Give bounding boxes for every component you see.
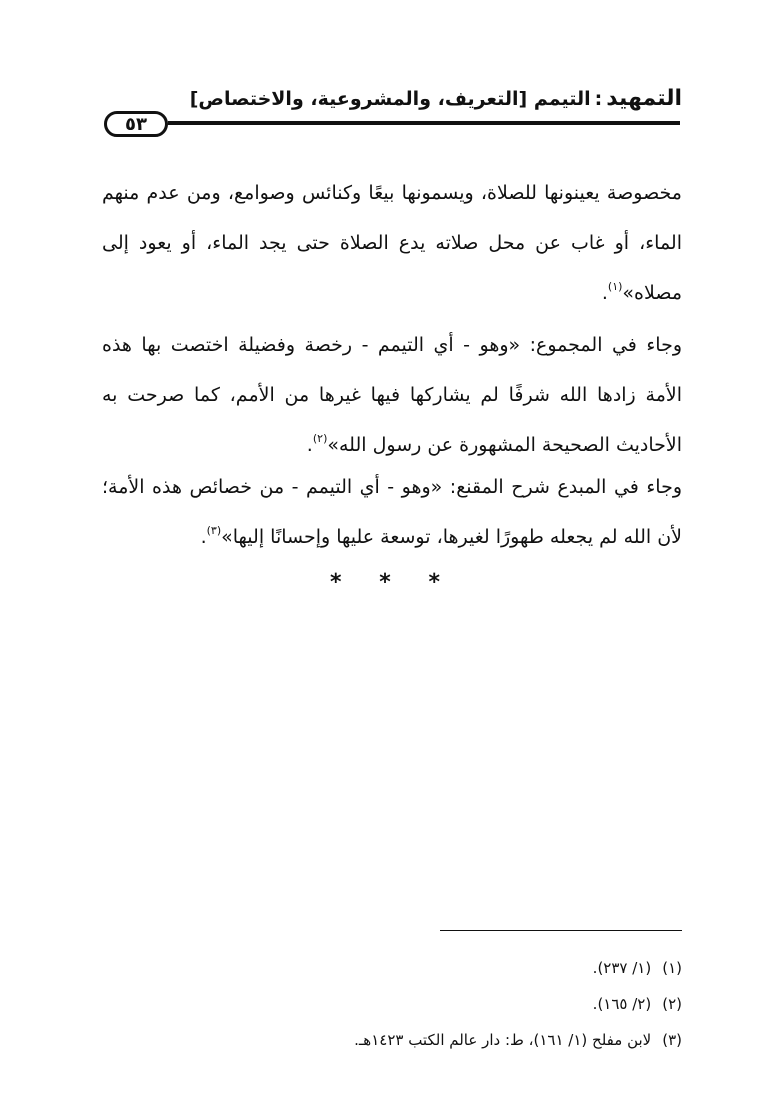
footnote-text: (١/ ٢٣٧). [592, 959, 652, 977]
footnote-2 [300, 986, 682, 1022]
footnote-number: (٣) [662, 1031, 682, 1049]
running-head [189, 86, 682, 111]
divider-star: * [330, 570, 342, 595]
footnote-3 [300, 1022, 682, 1058]
paragraph-1-text: مخصوصة يعينونها للصلاة، ويسمونها بيعًا وكنائس وصوامع، ومن عدم منهم الماء، أو غاب عن محل صلاته يدع الصلاة حتى يجد الماء، أو يعود إلى مصلاه» [102, 182, 682, 304]
header-separator: : [594, 88, 603, 110]
section-divider [330, 570, 440, 595]
footnote-number: (١) [662, 959, 682, 977]
divider-star: * [428, 570, 440, 595]
page-number-badge [104, 111, 168, 137]
book-name: التمهيد [606, 86, 682, 111]
footnote-rule [440, 930, 682, 931]
footnote-text: لابن مفلح (١/ ١٦١)، ط: دار عالم الكتب ١٤٢٣هـ. [354, 1031, 652, 1049]
paragraph-3-text: وجاء في المبدع شرح المقنع: «وهو - أي التيمم - من خصائص هذه الأمة؛ لأن الله لم يجعله طهورًا لغيرها، توسعة عليها وإحسانًا إليها» [102, 476, 682, 548]
paragraph-3 [102, 462, 682, 562]
header-rule [168, 121, 680, 125]
page-number: ٥٣ [125, 113, 147, 135]
footnote-ref-3: (٣) [206, 523, 222, 537]
paragraph-1-end: . [601, 282, 608, 304]
paragraph-2 [102, 320, 682, 470]
footnote-number: (٢) [662, 995, 682, 1013]
footnote-ref-1: (١) [607, 279, 623, 293]
divider-star: * [379, 570, 391, 595]
chapter-title: التيمم [التعريف، والمشروعية، والاختصاص] [189, 88, 591, 110]
footnote-text: (٢/ ١٦٥). [592, 995, 652, 1013]
paragraph-2-end: . [306, 434, 313, 456]
footnotes [300, 950, 682, 1058]
paragraph-2-text: وجاء في المجموع: «وهو - أي التيمم - رخصة وفضيلة اختصت بها هذه الأمة زادها الله شرفًا لم يشاركها فيها غيرها من الأمم، كما صرحت به الأحاديث الصحيحة المشهورة عن رسول الله» [102, 334, 682, 456]
paragraph-3-end: . [200, 526, 207, 548]
paragraph-1 [102, 168, 682, 318]
footnote-1 [300, 950, 682, 986]
footnote-ref-2: (٢) [312, 431, 328, 445]
